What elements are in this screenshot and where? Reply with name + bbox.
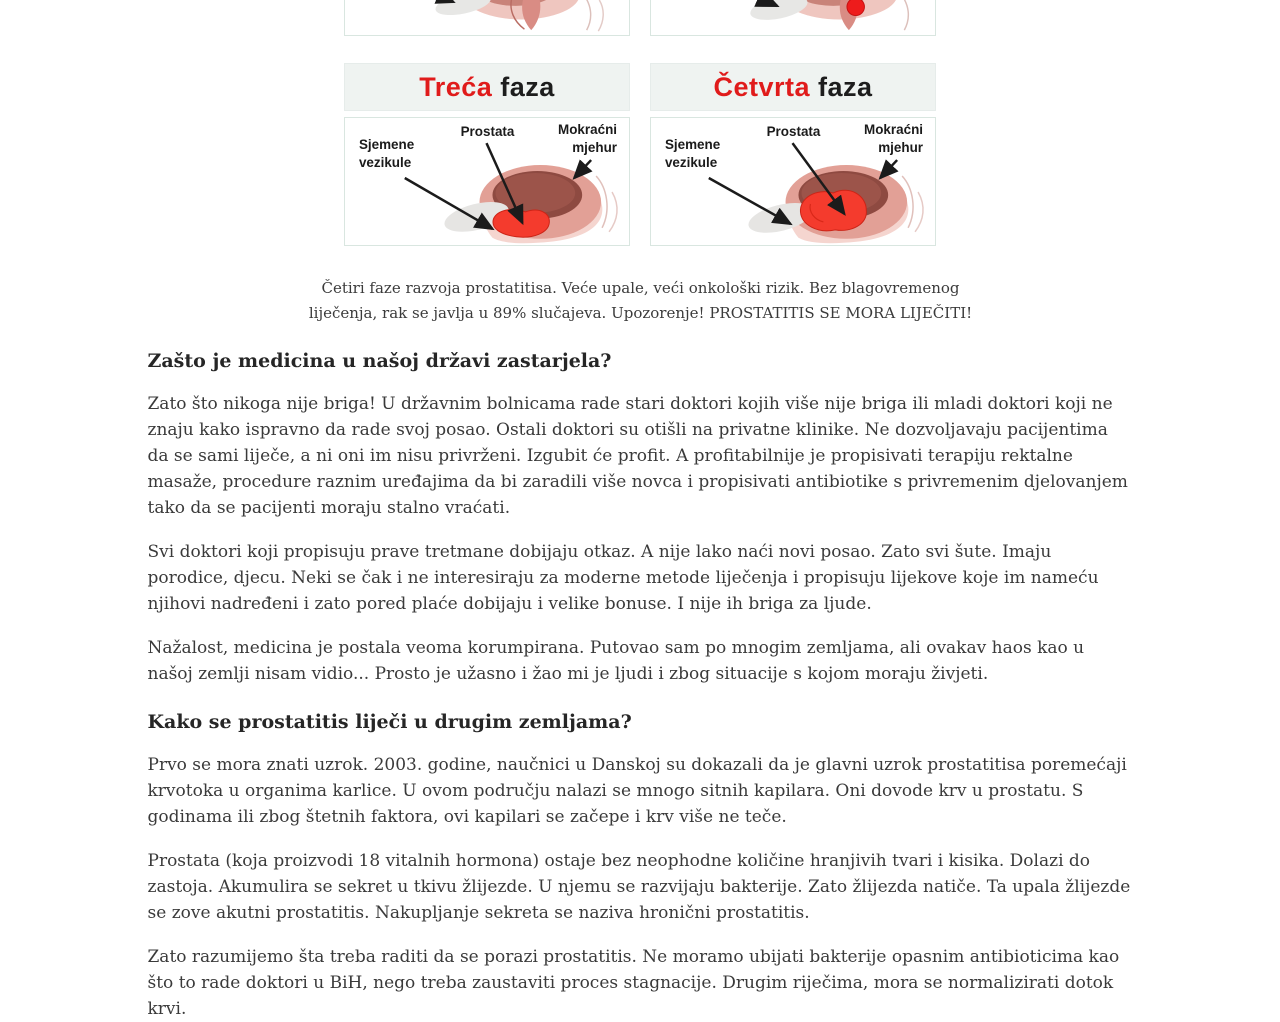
phase4-illustration (651, 118, 935, 245)
phase2-image-partial (650, 0, 936, 36)
phase1-illustration (345, 0, 629, 35)
phase3-illustration (345, 118, 629, 245)
paragraph: Prvo se mora znati uzrok. 2003. godine, naučnici u Danskoj su dokazali da je glavni uzrok prostatitisa poremećaji krvotoka u organima karlice. U ovom području nalazi se mnogo sitnih kapilara. Oni dovode krv u prostatu. S godinama ili zbog štetnih faktora, ovi kapilari se začepe i krv više ne teče. (147, 755, 1127, 827)
paragraph: Nažalost, medicina je postala veoma korumpirana. Putovao sam po mnogim zemljama, ali ovakav haos kao u našoj zemlji nisam vidio... Prosto je užasno i žao mi je ljudi i zbog situacije s kojom moraju živjeti. (147, 638, 1085, 684)
figure-caption-line2: liječenja, rak se javlja u 89% slučajeva. Upozorenje! PROSTATITIS SE MORA LIJEČITI! (308, 304, 973, 322)
section-heading-medicine-outdated: Zašto je medicina u našoj državi zastarjela? (147, 350, 612, 372)
diagram-label-bladder-line2: mjehur (878, 140, 924, 156)
phase1-image-partial (344, 0, 630, 36)
article-page (148, 0, 1133, 1022)
diagram-label-bladder-line1: Mokraćni (864, 122, 924, 138)
phase4-header (650, 63, 936, 111)
phase3-title-red: Treća (419, 72, 493, 102)
article-body (148, 350, 1133, 1022)
figure-block (308, 0, 973, 326)
section-heading-treatment-abroad: Kako se prostatitis liječi u drugim zemljama? (147, 711, 632, 733)
diagram-label-bladder-line1: Mokraćni (558, 122, 618, 138)
diagram-label-prostate: Prostata (766, 124, 821, 140)
paragraph: Svi doktori koji propisuju prave tretmane dobijaju otkaz. A nije lako naći novi posao. Zato svi šute. Imaju porodice, djecu. Neki se čak i ne interesiraju za moderne metode liječenja i propisuju lijekove koje im nameću njihovi nadređeni i zato pored plaće dobijaju i velike bonuse. I nije ih briga za ljude. (147, 542, 1099, 614)
figure-caption-line1: Četiri faze razvoja prostatitisa. Veće upale, veći onkološki rizik. Bez blagovremenog (321, 279, 960, 297)
phase4-title-red: Četvrta (713, 72, 810, 102)
diagram-label-prostate: Prostata (460, 124, 515, 140)
phase4-title-black: faza (818, 72, 873, 102)
diagram-label-vesicles-line2: vezikule (358, 155, 412, 171)
phase3-diagram (344, 117, 630, 246)
figure-caption (148, 276, 1133, 326)
paragraph: Zato što nikoga nije briga! U državnim bolnicama rade stari doktori kojih više nije briga ili mladi doktori koji ne znaju kako ispravno da rade svoj posao. Ostali doktori su otišli na privatne klinike. Ne dozvoljavaju pacijentima da se sami liječe, a ni oni im nisu privrženi. Izgubit će profit. A profitabilnije je propisivati terapiju rektalne masaže, procedure raznim uređajima da bi zaradili više novca i propisivati antibiotike s privremenim djelovanjem tako da se pacijenti moraju stalno vraćati. (147, 394, 1128, 518)
phase2-illustration (651, 0, 935, 35)
diagram-label-vesicles-line1: Sjemene (664, 137, 721, 153)
paragraph: Prostata (koja proizvodi 18 vitalnih hormona) ostaje bez neophodne količine hranjivih tvari i kisika. Dolazi do zastoja. Akumulira se sekret u tkivu žlijezde. U njemu se razvijaju bakterije. Zato žlijezda natiče. Ta upala žlijezde se zove akutni prostatitis. Nakupljanje sekreta se naziva hronični prostatitis. (147, 851, 1131, 923)
diagram-label-vesicles-line2: vezikule (664, 155, 718, 171)
paragraph: Zato razumijemo šta treba raditi da se porazi prostatitis. Ne moramo ubijati bakterije opasnim antibioticima kao što to rade doktori u BiH, nego treba zaustaviti proces stagnacije. Drugim riječima, mora se normalizirati dotok krvi. (147, 947, 1120, 1019)
phase4-diagram (650, 117, 936, 246)
phase3-header (344, 63, 630, 111)
diagram-label-bladder-line2: mjehur (572, 140, 618, 156)
diagram-label-vesicles-line1: Sjemene (358, 137, 415, 153)
phase3-title-black: faza (500, 72, 555, 102)
